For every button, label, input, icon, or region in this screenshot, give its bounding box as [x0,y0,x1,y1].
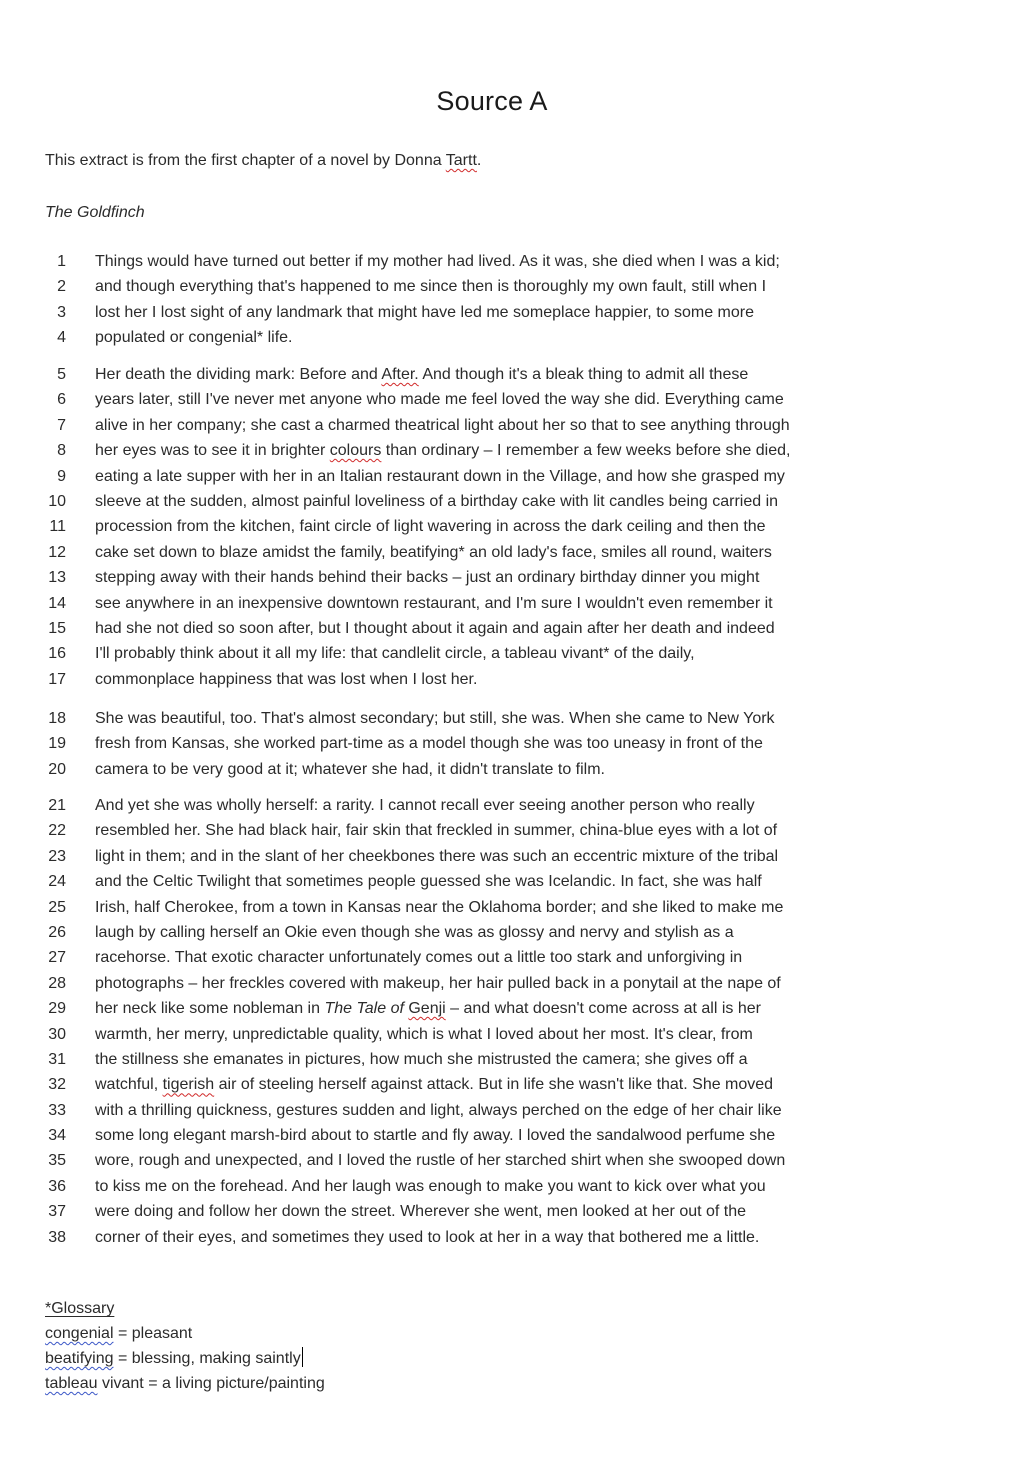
text-line [0,1199,1000,1224]
line-text: sleeve at the sudden, almost painful loveliness of a birthday cake with lit candles being carried in [95,492,779,510]
text-line [0,616,1000,641]
line-text-segment: her neck like some nobleman in [95,1000,325,1018]
line-text-segment: air of steeling herself against attack. But in life she wasn't like that. She moved [214,1076,774,1094]
text-line [0,895,1000,920]
text-line [0,362,1000,387]
text-line [0,818,1000,843]
text-line [0,540,1000,565]
line-text-segment: – and what doesn't come across at all is her [445,1000,761,1018]
text-line [0,757,1000,782]
glossary [45,1296,325,1396]
line-text: Irish, half Cherokee, from a town in Kansas near the Oklahoma border; and she liked to make me [95,898,784,916]
text-line [0,249,1000,274]
line-number: 11 [49,518,66,536]
line-number: 20 [48,760,66,778]
intro-after: . [476,152,482,169]
line-text: years later, still I've never met anyone who made me feel loved the way she did. Everything came [95,391,784,409]
text-line [0,514,1000,539]
line-number: 38 [48,1228,66,1246]
text-line [0,1098,1000,1123]
line-text: eating a late supper with her in an Italian restaurant down in the Village, and how she grasped my [95,467,785,485]
line-number: 31 [48,1050,66,1068]
line-text: stepping away with their hands behind their backs – just an ordinary birthday dinner you might [95,569,760,587]
glossary-definition: = blessing, making saintly [113,1350,301,1367]
text-line [0,1072,1000,1097]
line-text: were doing and follow her down the street. Wherever she went, men looked at her out of the [95,1203,747,1221]
line-number: 6 [57,391,66,409]
text-line [0,920,1000,945]
paragraph-3 [0,706,1000,782]
line-text: commonplace happiness that was lost when I lost her. [95,670,478,688]
line-text-segment: her eyes was to see it in brighter [95,442,330,460]
line-text: see anywhere in an inexpensive downtown restaurant, and I'm sure I wouldn't even remember it [95,594,773,612]
line-number: 28 [48,974,66,992]
line-number: 2 [57,278,66,296]
line-text: alive in her company; she cast a charmed theatrical light about her so that to see anything through [95,416,790,434]
spellcheck-word: colours [329,442,382,460]
line-text: I'll probably think about it all my life: that candlelit circle, a tableau vivant* of the daily, [95,645,695,663]
glossary-definition: = a living picture/painting [143,1375,325,1392]
text-cursor[interactable] [302,1347,303,1367]
line-number: 37 [48,1203,66,1221]
line-number: 14 [48,594,66,612]
text-line [0,325,1000,350]
text-line [0,945,1000,970]
line-number: 34 [48,1127,66,1145]
line-number: 10 [48,492,66,510]
glossary-term: beatifying [45,1350,114,1367]
line-number: 5 [57,366,66,383]
paragraph-2 [0,362,1000,692]
line-number: 30 [48,1025,66,1043]
line-text: light in them; and in the slant of her cheekbones there was such an eccentric mixture of the tribal [95,847,779,865]
line-text: populated or congenial* life. [95,329,293,347]
text-line [0,971,1000,996]
line-number: 9 [57,467,66,485]
text-line [0,844,1000,869]
paragraph-4 [0,793,1000,1250]
line-number: 8 [57,442,66,460]
line-text: camera to be very good at it; whatever she had, it didn't translate to film. [95,760,605,778]
line-text: warmth, her merry, unpredictable quality, which is what I loved about her most. It's clear, from [95,1025,753,1043]
text-line [0,731,1000,756]
line-text: corner of their eyes, and sometimes they used to look at her in a way that bothered me a little. [95,1228,760,1246]
line-text-segment: than ordinary – I remember a few weeks before she died, [381,442,791,460]
intro-before: This extract is from the first chapter of a novel by Donna [45,152,446,169]
line-text: had she not died so soon after, but I thought about it again and again after her death and indeed [95,619,775,637]
line-text: And yet she was wholly herself: a rarity. I cannot recall ever seeing another person who really [95,797,755,814]
line-text: resembled her. She had black hair, fair skin that freckled in summer, china-blue eyes with a lot of [95,822,778,840]
line-text: Things would have turned out better if my mother had lived. As it was, she died when I was a kid; [95,253,780,270]
line-number: 21 [48,797,66,814]
line-number: 29 [48,1000,66,1018]
line-text: laugh by calling herself an Okie even though she was as glossy and nervy and stylish as a [95,923,734,941]
line-number: 3 [57,303,66,321]
text-line [0,1123,1000,1148]
text-line [0,996,1000,1021]
text-line [0,489,1000,514]
glossary-term: tableau [45,1375,98,1392]
intro-text [45,152,481,170]
line-text: some long elegant marsh-bird about to startle and fly away. I loved the sandalwood perfume she [95,1127,776,1145]
text-line [0,464,1000,489]
line-number: 16 [48,645,66,663]
line-number: 7 [57,416,66,434]
text-line [0,667,1000,692]
line-number: 17 [48,670,66,688]
line-text-segment: And though it's a bleak thing to admit all these [418,366,749,383]
text-line [0,274,1000,299]
italic-text: The Tale of [324,1000,409,1018]
line-text: and the Celtic Twilight that sometimes people guessed she was Icelandic. In fact, she was half [95,873,762,891]
line-number: 24 [48,873,66,891]
text-line [0,591,1000,616]
text-line [0,706,1000,731]
text-line [0,565,1000,590]
line-text: racehorse. That exotic character unfortunately comes out a little too stark and unforgiving in [95,949,743,967]
text-line [0,413,1000,438]
text-line [0,793,1000,818]
line-number: 22 [48,822,66,840]
text-line [0,869,1000,894]
text-line [0,1047,1000,1072]
line-number: 25 [48,898,66,916]
text-line [0,641,1000,666]
line-text: wore, rough and unexpected, and I loved the rustle of her starched shirt when she swooped down [95,1152,786,1170]
line-number: 18 [48,710,66,727]
line-number: 12 [48,543,66,561]
line-number: 36 [48,1177,66,1195]
line-text: fresh from Kansas, she worked part-time as a model though she was too uneasy in front of the [95,735,763,753]
line-text [95,996,945,1021]
text-line [0,438,1000,463]
line-text [95,1072,945,1097]
line-text [95,438,945,463]
line-text: to kiss me on the forehead. And her laugh was enough to make you want to kick over what you [95,1177,766,1195]
glossary-term-rest: vivant [97,1375,144,1392]
line-text: photographs – her freckles covered with makeup, her hair pulled back in a ponytail at the nape of [95,974,781,992]
text-line [0,300,1000,325]
line-number: 23 [48,847,66,865]
line-text: and though everything that's happened to me since then is thoroughly my own fault, still when I [95,278,767,296]
line-number: 15 [48,619,66,637]
glossary-entry [45,1321,325,1346]
line-number: 27 [48,949,66,967]
book-title: The Goldfinch [45,204,145,221]
line-text: cake set down to blaze amidst the family, beatifying* an old lady's face, smiles all round, waiters [95,543,772,561]
line-text: the stillness she emanates in pictures, how much she mistrusted the camera; she gives off a [95,1050,748,1068]
text-line [0,387,1000,412]
glossary-term: congenial [45,1325,114,1342]
text-line [0,1148,1000,1173]
text-line [0,1174,1000,1199]
line-text-segment: Her death the dividing mark: Before and [95,366,382,383]
glossary-definition: = pleasant [113,1325,193,1342]
line-text: She was beautiful, too. That's almost secondary; but still, she was. When she came to New York [95,710,775,727]
text-line [0,1225,1000,1250]
spellcheck-word: tigerish [162,1076,215,1094]
page-title: Source A [436,86,548,116]
spellcheck-word: Genji [408,1000,446,1018]
line-text [95,362,945,387]
line-number: 1 [57,253,66,270]
line-text: with a thrilling quickness, gestures sudden and light, always perched on the edge of her chair like [95,1101,782,1119]
line-number: 19 [48,735,66,753]
line-number: 33 [48,1101,66,1119]
line-text-segment: watchful, [95,1076,163,1094]
glossary-entry [45,1371,325,1396]
text-line [0,1022,1000,1047]
intro-author-last: Tartt [445,152,477,169]
paragraph-1 [0,249,1000,351]
line-number: 26 [48,923,66,941]
line-number: 35 [48,1152,66,1170]
line-text: procession from the kitchen, faint circle of light wavering in across the dark ceiling and then the [95,518,766,536]
line-number: 4 [57,329,66,347]
spellcheck-word: After. [381,366,419,383]
line-text: lost her I lost sight of any landmark that might have led me someplace happier, to some more [95,303,754,321]
glossary-heading: *Glossary [45,1300,115,1317]
glossary-entry [45,1346,325,1371]
line-number: 13 [48,569,66,587]
line-number: 32 [48,1076,66,1094]
